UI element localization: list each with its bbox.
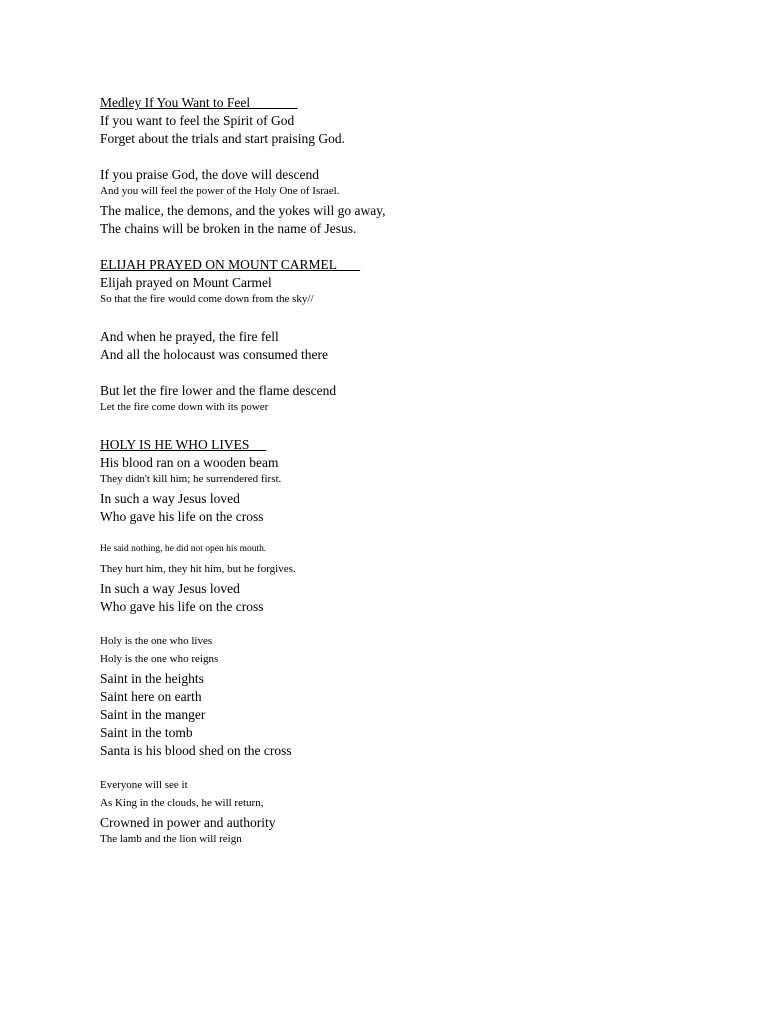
- lyric-line: But let the fire lower and the flame descend: [100, 383, 337, 398]
- lyric-line: The malice, the demons, and the yokes will go away,: [100, 203, 386, 218]
- lyric-line: In such a way Jesus loved: [100, 581, 240, 596]
- lyric-line: The lamb and the lion will reign: [100, 833, 242, 845]
- lyric-line: Holy is the one who reigns: [100, 653, 219, 665]
- song-title: Medley If You Want to Feel: [100, 95, 298, 110]
- lyric-line: They hurt him, they hit him, but he forgives.: [100, 563, 296, 575]
- lyric-line: Saint in the heights: [100, 671, 204, 686]
- lyric-line: Saint here on earth: [100, 689, 202, 704]
- lyric-line: Everyone will see it: [100, 779, 188, 791]
- lyric-line: Who gave his life on the cross: [100, 509, 264, 524]
- lyric-line: He said nothing, he did not open his mouth.: [100, 544, 267, 554]
- lyric-line: Crowned in power and authority: [100, 815, 276, 830]
- lyric-line: If you praise God, the dove will descend: [100, 167, 319, 182]
- lyric-line: If you want to feel the Spirit of God: [100, 113, 295, 128]
- lyric-line: The chains will be broken in the name of Jesus.: [100, 221, 357, 236]
- lyric-line: Saint in the manger: [100, 707, 206, 722]
- lyric-line: His blood ran on a wooden beam: [100, 455, 279, 470]
- lyric-line: And all the holocaust was consumed there: [100, 347, 328, 362]
- lyric-line: Holy is the one who lives: [100, 635, 213, 647]
- lyric-line: Who gave his life on the cross: [100, 599, 264, 614]
- lyric-line: So that the fire would come down from the sky//: [100, 293, 314, 305]
- lyric-line: Elijah prayed on Mount Carmel: [100, 275, 272, 290]
- song-title: HOLY IS HE WHO LIVES: [100, 437, 267, 452]
- song-title: ELIJAH PRAYED ON MOUNT CARMEL: [100, 257, 361, 272]
- lyric-line: As King in the clouds, he will return,: [100, 797, 264, 809]
- lyric-line: Let the fire come down with its power: [100, 401, 269, 413]
- lyric-line: In such a way Jesus loved: [100, 491, 240, 506]
- lyric-line: Santa is his blood shed on the cross: [100, 743, 292, 758]
- lyric-line: Saint in the tomb: [100, 725, 193, 740]
- lyric-line: And when he prayed, the fire fell: [100, 329, 279, 344]
- lyric-line: And you will feel the power of the Holy One of Israel.: [100, 185, 340, 197]
- lyric-line: Forget about the trials and start praising God.: [100, 131, 345, 146]
- lyric-line: They didn't kill him; he surrendered first.: [100, 473, 282, 485]
